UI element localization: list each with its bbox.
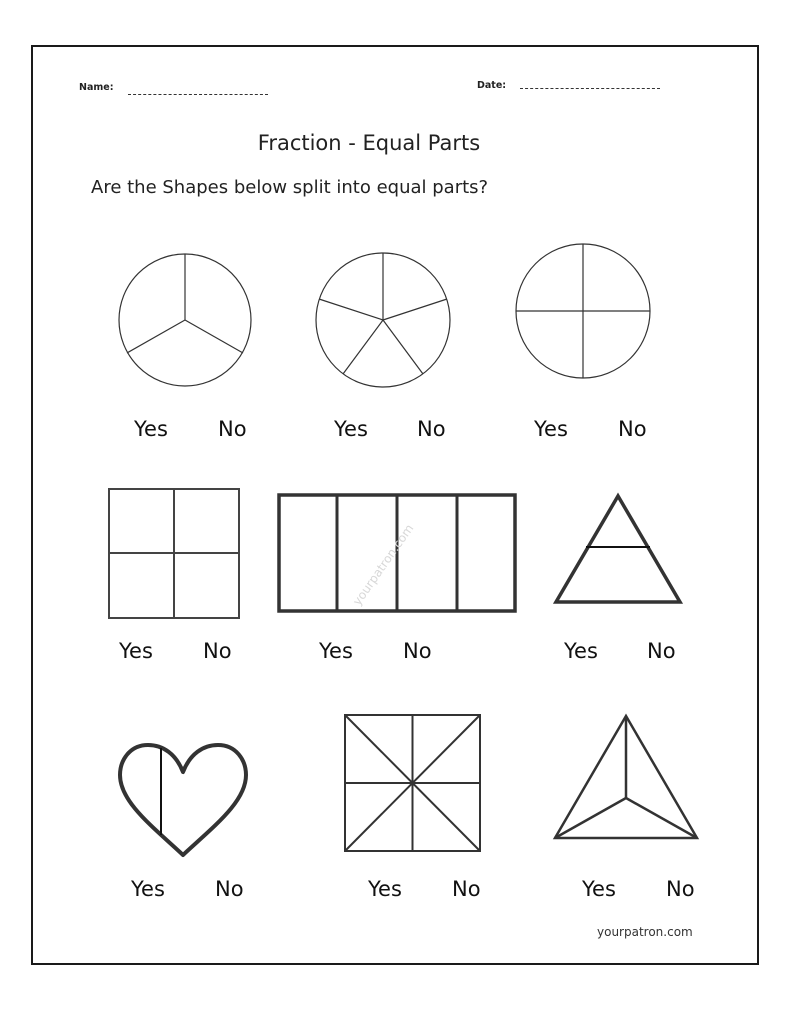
answer-no-4[interactable]: No bbox=[203, 639, 232, 663]
answer-no-6[interactable]: No bbox=[647, 639, 676, 663]
answer-yes-8[interactable]: Yes bbox=[368, 877, 402, 901]
answer-no-5[interactable]: No bbox=[403, 639, 432, 663]
answer-yes-6[interactable]: Yes bbox=[564, 639, 598, 663]
date-label: Date: bbox=[477, 80, 507, 91]
answer-no-9[interactable]: No bbox=[666, 877, 695, 901]
answer-yes-9[interactable]: Yes bbox=[582, 877, 616, 901]
answer-no-2[interactable]: No bbox=[417, 417, 446, 441]
page-title: Fraction - Equal Parts bbox=[257, 131, 481, 155]
answer-yes-5[interactable]: Yes bbox=[319, 639, 353, 663]
circle-3-parts-icon bbox=[118, 253, 252, 387]
answer-yes-4[interactable]: Yes bbox=[119, 639, 153, 663]
footer-site: yourpatron.com bbox=[597, 925, 693, 939]
square-8-parts-icon bbox=[344, 714, 481, 852]
circle-4-parts-icon bbox=[515, 243, 651, 379]
date-field[interactable] bbox=[520, 88, 660, 89]
answer-no-8[interactable]: No bbox=[452, 877, 481, 901]
name-field[interactable] bbox=[128, 94, 268, 95]
watermark: yourpatron.com bbox=[350, 521, 417, 609]
triangle-2-unequal-parts-icon bbox=[553, 493, 683, 605]
answer-no-3[interactable]: No bbox=[618, 417, 647, 441]
answer-yes-3[interactable]: Yes bbox=[534, 417, 568, 441]
name-label: Name: bbox=[79, 82, 114, 93]
heart-2-unequal-parts-icon bbox=[118, 742, 248, 858]
square-4-parts-icon bbox=[108, 488, 240, 619]
question-text: Are the Shapes below split into equal parts? bbox=[91, 177, 489, 198]
triangle-3-parts-icon bbox=[553, 714, 699, 840]
answer-yes-7[interactable]: Yes bbox=[131, 877, 165, 901]
answer-no-7[interactable]: No bbox=[215, 877, 244, 901]
answer-no-1[interactable]: No bbox=[218, 417, 247, 441]
answer-yes-1[interactable]: Yes bbox=[134, 417, 168, 441]
answer-yes-2[interactable]: Yes bbox=[334, 417, 368, 441]
circle-5-parts-icon bbox=[315, 252, 451, 388]
